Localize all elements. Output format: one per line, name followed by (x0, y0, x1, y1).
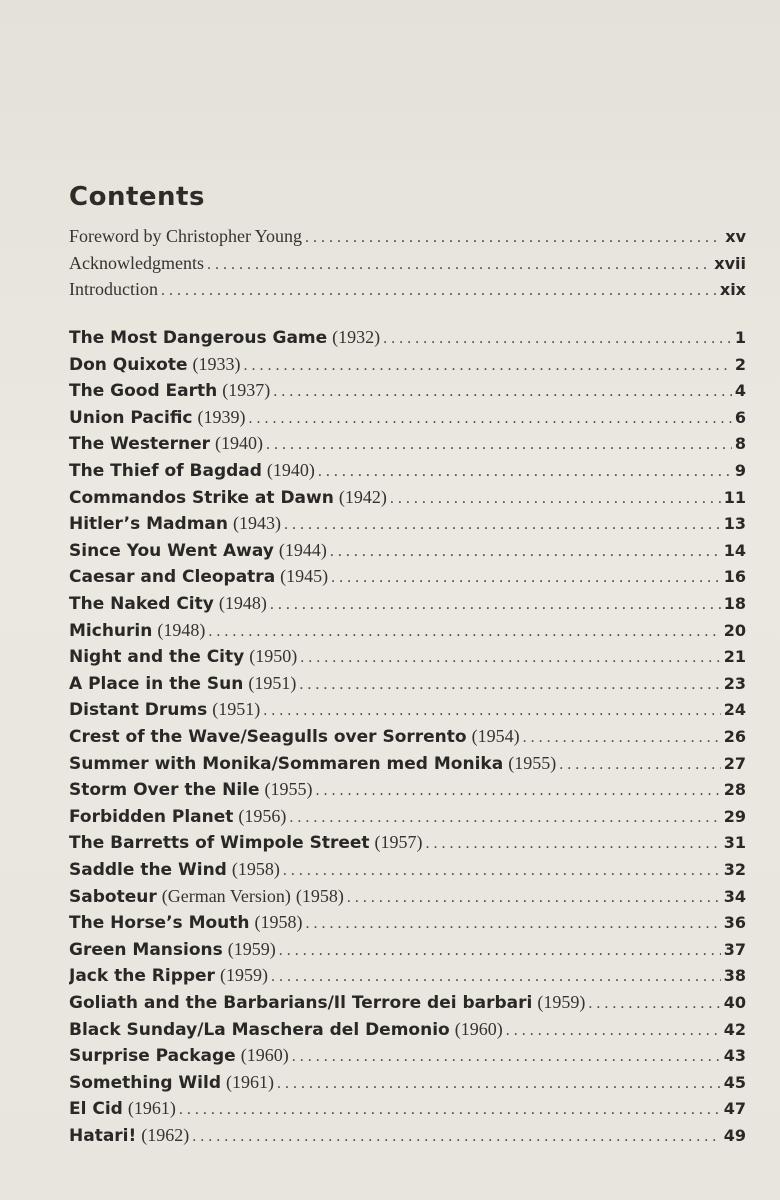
dot-leader (283, 862, 721, 880)
film-title: A Place in the Sun (69, 673, 244, 694)
dot-leader (179, 1101, 721, 1119)
film-year: (1944) (278, 539, 327, 560)
dot-leader (506, 1022, 721, 1040)
dot-leader (523, 729, 721, 747)
toc-entry-film (69, 832, 746, 853)
film-year: (1945) (280, 566, 329, 587)
toc-entry-film (69, 1098, 746, 1119)
film-title: Hatari! (69, 1126, 137, 1146)
toc-entry-film (69, 1045, 746, 1066)
toc-entry-film (69, 380, 746, 401)
page-number: 20 (723, 620, 746, 640)
page-number: 38 (723, 966, 746, 986)
film-year: (1961) (127, 1098, 176, 1119)
toc-entry-film (69, 965, 746, 986)
page-number: 23 (723, 673, 746, 693)
entry-label: Acknowledgments (69, 253, 204, 273)
entry-label: Introduction (69, 279, 158, 299)
dot-leader (347, 889, 721, 907)
dot-leader (244, 357, 732, 375)
page-number: 27 (723, 753, 746, 773)
film-year: (1959) (227, 938, 276, 959)
page-number: 43 (723, 1046, 746, 1066)
page-number: 14 (723, 540, 746, 560)
toc-entry-acknowledgments (69, 253, 746, 274)
film-title: Forbidden Planet (69, 806, 234, 827)
dot-leader (208, 623, 720, 641)
page-number: xv (725, 227, 746, 246)
toc-entry-film (69, 1072, 746, 1093)
film-year: (1956) (238, 805, 287, 826)
page-number: 29 (723, 806, 746, 826)
page-number: 9 (734, 461, 746, 480)
film-year: (1933) (192, 353, 241, 374)
toc-entry-film (69, 779, 746, 800)
toc-entry-film (69, 912, 746, 933)
film-title: Hitler’s Madman (69, 514, 228, 535)
dot-leader (383, 330, 732, 348)
page-number: 28 (723, 780, 746, 800)
film-year: (1958) (254, 912, 303, 933)
film-title: Saboteur (69, 886, 157, 907)
toc-entry-film (69, 460, 746, 481)
dot-leader (559, 756, 721, 774)
film-title: El Cid (69, 1099, 123, 1120)
film-year: (1954) (471, 726, 520, 746)
page-number: 31 (723, 833, 746, 853)
page-number: 37 (723, 939, 746, 959)
film-year: (1958) (295, 885, 344, 906)
toc-entry-film (69, 939, 746, 960)
film-title: Union Pacific (69, 407, 193, 428)
film-title: Caesar and Cleopatra (69, 567, 276, 588)
film-title: The Naked City (69, 594, 214, 614)
film-title: Don Quixote (69, 354, 188, 375)
film-title: Saddle the Wind (69, 860, 227, 880)
film-title: Something Wild (69, 1072, 221, 1093)
dot-leader (249, 410, 732, 428)
film-title: Commandos Strike at Dawn (69, 487, 334, 508)
film-year: (1962) (141, 1125, 190, 1145)
dot-leader (161, 282, 717, 300)
dot-leader (331, 569, 721, 587)
dot-leader (330, 543, 721, 561)
dot-leader (271, 968, 721, 986)
film-year: (1940) (266, 460, 315, 480)
page-number: 34 (723, 886, 746, 906)
page-number: 1 (734, 328, 746, 347)
page-number: 13 (723, 514, 746, 534)
dot-leader (192, 1128, 720, 1146)
dot-leader (426, 835, 721, 853)
toc-entry-film (69, 886, 746, 907)
dot-leader (266, 436, 732, 454)
page-number: 36 (723, 913, 746, 933)
film-year: (1955) (508, 752, 557, 773)
film-year: (1948) (218, 593, 267, 613)
page-number: 49 (723, 1126, 746, 1145)
toc-entry-film (69, 407, 746, 428)
page-number: xix (719, 280, 746, 299)
contents-heading: Contents (69, 182, 205, 212)
dot-leader (289, 809, 720, 827)
page-number: 16 (723, 567, 746, 587)
film-title: Since You Went Away (69, 540, 274, 561)
film-year: (1948) (157, 619, 206, 640)
page-number: 26 (723, 727, 746, 746)
toc-entry-film (69, 1125, 746, 1146)
dot-leader (263, 702, 721, 720)
toc-entry-film (69, 593, 746, 614)
film-title: Jack the Ripper (69, 966, 215, 987)
film-year: (1960) (240, 1045, 289, 1066)
dot-leader (299, 676, 720, 694)
page-number: xvii (714, 254, 746, 273)
dot-leader (277, 1075, 721, 1093)
toc-entry-film (69, 566, 746, 587)
film-title: The Most Dangerous Game (69, 328, 328, 348)
page-number: 11 (723, 487, 746, 507)
film-title: The Horse’s Mouth (69, 913, 250, 934)
toc-entry-film (69, 806, 746, 827)
toc-entry-foreword (69, 226, 746, 247)
film-year: (1942) (338, 486, 387, 507)
film-title: Green Mansions (69, 939, 223, 960)
page-number: 6 (734, 407, 746, 427)
film-year: (1961) (226, 1071, 274, 1092)
toc-entry-film (69, 620, 746, 641)
dot-leader (316, 782, 721, 800)
film-year: (1959) (537, 992, 586, 1012)
toc-entry-film (69, 327, 746, 348)
film-title: Crest of the Wave/Seagulls over Sorrento (69, 727, 467, 747)
film-title: The Good Earth (69, 381, 218, 402)
film-title: Goliath and the Barbarians/Il Terrore dei barbari (69, 993, 533, 1013)
page-number: 8 (734, 434, 746, 454)
dot-leader (588, 995, 720, 1013)
dot-leader (318, 463, 732, 481)
film-year: (1951) (212, 699, 261, 720)
film-title: Surprise Package (69, 1046, 236, 1067)
toc-entry-film (69, 1019, 746, 1040)
film-title: Night and the City (69, 647, 245, 668)
page-number: 45 (723, 1072, 746, 1092)
toc-entry-film (69, 513, 746, 534)
page-number: 2 (734, 354, 746, 374)
toc-entry-film (69, 433, 746, 454)
dot-leader (390, 490, 721, 508)
film-year: (1937) (222, 380, 271, 401)
dot-leader (279, 942, 721, 960)
film-year: (1958) (231, 859, 280, 879)
dot-leader (305, 229, 722, 247)
toc-entry-film (69, 354, 746, 375)
toc-entry-film (69, 726, 746, 747)
film-year: (1959) (219, 965, 268, 986)
film-year: (1932) (332, 327, 381, 347)
film-title: The Thief of Bagdad (69, 461, 262, 481)
toc-entry-film (69, 992, 746, 1013)
film-title: The Westerner (69, 434, 210, 455)
page-number: 42 (723, 1019, 746, 1039)
toc-entry-film (69, 646, 746, 667)
film-title: Summer with Monika/Sommaren med Monika (69, 753, 504, 774)
toc-entry-film (69, 859, 746, 880)
toc-entry-film (69, 699, 746, 720)
dot-leader (306, 915, 721, 933)
page-number: 47 (723, 1099, 746, 1119)
film-year: (1957) (374, 832, 423, 853)
page-number: 21 (723, 647, 746, 667)
toc-entry-introduction (69, 279, 746, 300)
entry-label: Foreword by Christopher Young (69, 226, 303, 246)
film-title: The Barretts of Wimpole Street (69, 833, 370, 854)
toc-entry-film (69, 753, 746, 774)
film-year: (1939) (197, 406, 246, 427)
page-number: 24 (723, 700, 746, 720)
page-number: 4 (734, 381, 746, 401)
film-year: (1951) (248, 672, 297, 693)
film-year: (1955) (264, 779, 313, 800)
page-number: 18 (723, 594, 746, 613)
film-title: Distant Drums (69, 700, 208, 721)
toc-entry-film (69, 487, 746, 508)
dot-leader (207, 256, 711, 274)
film-note: (German Version) (161, 885, 291, 906)
toc-entry-film (69, 673, 746, 694)
film-year: (1950) (249, 646, 298, 667)
toc-entry-film (69, 540, 746, 561)
film-title: Black Sunday/La Maschera del Demonio (69, 1019, 450, 1040)
dot-leader (292, 1048, 721, 1066)
dot-leader (270, 596, 721, 614)
dot-leader (300, 649, 721, 667)
film-year: (1940) (215, 433, 263, 454)
film-title: Michurin (69, 620, 153, 641)
film-year: (1960) (454, 1018, 503, 1039)
dot-leader (273, 383, 732, 401)
page-number: 32 (723, 860, 746, 879)
film-year: (1943) (232, 513, 281, 534)
film-title: Storm Over the Nile (69, 780, 260, 801)
dot-leader (284, 516, 721, 534)
page-number: 40 (723, 993, 746, 1012)
